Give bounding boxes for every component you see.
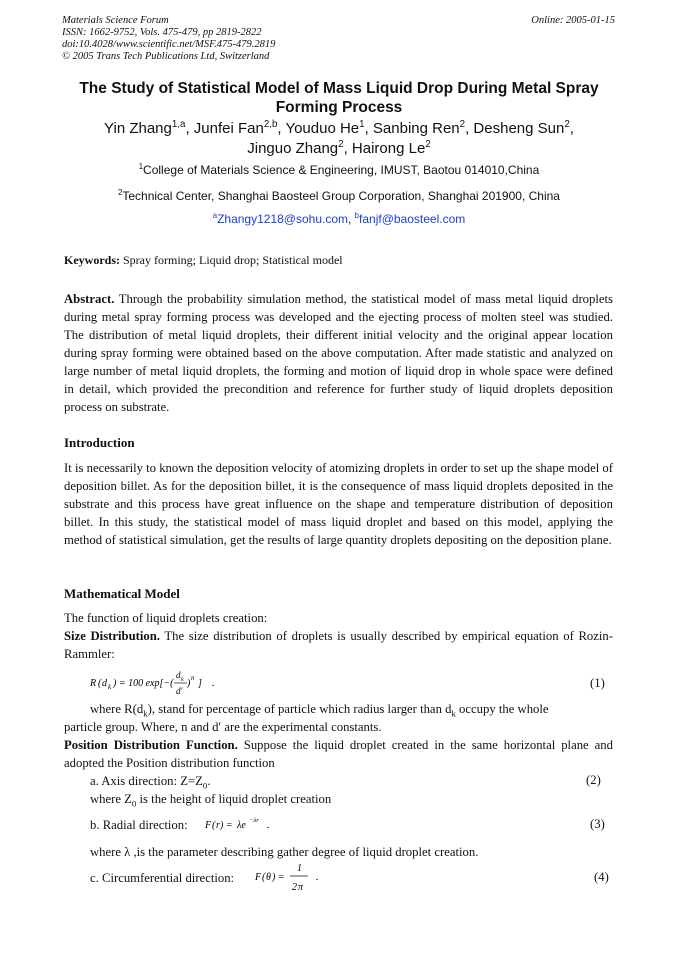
- svg-text:1: 1: [297, 863, 302, 874]
- affiliation-2: [50, 189, 628, 204]
- affiliation-sup: 2: [118, 188, 123, 197]
- svg-text:d: d: [176, 670, 181, 680]
- abstract-text: Through the probability simulation method, the statistical model of mass metal liquid droplets during metal spray forming process was developed and the ejecting process of molten steel was studied. The distribution of metal liquid droplets, their different initial velocity and the original appear location during spray forming were obtained based on the above computation. After made statistic and analyzed on large number of metal liquid droplets, the forming and motion of liquid drop in whole space were defined in detail, which provided the precondition and reference for further study of liquid droplets deposition process on substrate.: [64, 292, 613, 414]
- where-1-a: where R(d: [90, 702, 144, 716]
- author-sup: 2: [425, 139, 431, 150]
- affiliation-1: [50, 163, 628, 178]
- author-name: , Hairong Le: [343, 140, 426, 157]
- journal-name: Materials Science Forum: [62, 15, 169, 26]
- equation-1-number: (1): [590, 676, 605, 690]
- svg-text:(: (: [262, 872, 266, 883]
- position-label: Position Distribution Function.: [64, 738, 238, 752]
- svg-text:F: F: [255, 872, 262, 883]
- svg-text:k: k: [108, 683, 112, 691]
- author-sup: 2: [459, 119, 466, 130]
- abstract: [64, 290, 613, 416]
- where-1-b: ), stand for percentage of particle which radius larger than d: [147, 702, 452, 716]
- equation-3: [205, 813, 285, 833]
- where-1: [90, 700, 549, 718]
- svg-text:.: .: [316, 871, 319, 883]
- where-3: where λ ,is the parameter describing gather degree of liquid droplet creation.: [90, 845, 479, 859]
- svg-text:]: ]: [198, 678, 202, 689]
- equation-3-number: (3): [590, 817, 605, 831]
- svg-text:) =: ) =: [272, 872, 285, 883]
- axis-direction: [90, 772, 210, 790]
- keywords-text: Spray forming; Liquid drop; Statistical model: [120, 253, 343, 267]
- svg-text:π: π: [298, 882, 304, 893]
- author-sup: 2: [338, 139, 344, 150]
- email-link-a[interactable]: Zhangy1218@sohu.com: [217, 212, 348, 226]
- author-name: , Youduo He: [277, 120, 360, 137]
- online-date: Online: 2005-01-15: [531, 15, 615, 26]
- author-name: Jinguo Zhang: [247, 140, 339, 157]
- where-2-b: is the height of liquid droplet creation: [136, 792, 332, 806]
- issn-line: ISSN: 1662-9752, Vols. 475-479, pp 2819-2822: [62, 27, 262, 38]
- affiliation-text: College of Materials Science & Engineering, IMUST, Baotou 014010,China: [143, 163, 540, 177]
- where-1-sub: k: [451, 708, 456, 719]
- author-name: , Desheng Sun: [465, 120, 565, 137]
- position-distribution: [64, 736, 613, 772]
- author-name: , Sanbing Ren: [364, 120, 460, 137]
- svg-text:F: F: [205, 820, 212, 831]
- radial-direction: b. Radial direction:: [90, 818, 188, 832]
- title-line-2: Forming Process: [275, 99, 403, 116]
- title-line-1: The Study of Statistical Model of Mass Liquid Drop During Metal Spray: [79, 80, 599, 97]
- where-1-sub: k: [143, 708, 148, 719]
- svg-text:λe: λe: [237, 820, 246, 831]
- introduction-heading: Introduction: [64, 435, 135, 450]
- email-sup: b: [354, 211, 360, 220]
- svg-text:r: r: [216, 820, 220, 831]
- affiliation-text: Technical Center, Shanghai Baosteel Group Corporation, Shanghai 201900, China: [122, 189, 560, 203]
- where-1-line-2: particle group. Where, n and d′ are the experimental constants.: [64, 720, 382, 734]
- author-list: Yin Zhang$^{1,a}$, Junfei Fan$^{2,b}$, Youduo He$^1$, Sanbing Ren$^2$, Desheng Sun$^2$, Jinguo Zhang$^2$, Hairong Le$^2$: [104, 119, 574, 157]
- math-intro: The function of liquid droplets creation:: [64, 611, 268, 625]
- author-name: , Junfei Fan: [185, 120, 264, 137]
- axis-a: a. Axis direction: Z=Z: [90, 774, 203, 788]
- author-sup: 1: [359, 119, 365, 130]
- email-link-b[interactable]: fanjf@baosteel.com: [359, 212, 466, 226]
- svg-text:) =: ) =: [220, 820, 233, 831]
- svg-text:.: .: [212, 677, 215, 689]
- author-sup: 2: [564, 119, 570, 130]
- doi-line: doi:10.4028/www.scientific.net/MSF.475-479.2819: [62, 39, 276, 50]
- axis-sub: 0: [202, 780, 208, 791]
- svg-text:) = 100 exp[−(: ) = 100 exp[−(: [113, 678, 174, 689]
- svg-text:.: .: [267, 819, 270, 831]
- equation-4: [255, 860, 335, 894]
- email-line: [50, 212, 628, 227]
- keywords-label: Keywords:: [64, 253, 120, 267]
- where-2-a: where Z: [90, 792, 132, 806]
- size-label: Size Distribution.: [64, 629, 160, 643]
- journal-header: [62, 15, 615, 63]
- copyright-line: © 2005 Trans Tech Publications Ltd, Switzerland: [62, 51, 270, 62]
- svg-text:(: (: [98, 678, 102, 689]
- svg-text:d: d: [102, 678, 107, 689]
- where-1-c: occupy the whole: [455, 702, 549, 716]
- equation-1: [90, 669, 230, 697]
- axis-b: .: [207, 774, 211, 788]
- svg-text:R: R: [90, 678, 97, 689]
- svg-text:k: k: [181, 677, 184, 683]
- email-separator: ,: [348, 212, 355, 226]
- where-2: [90, 790, 331, 808]
- svg-text:(: (: [212, 820, 216, 831]
- email-sup: a: [212, 211, 218, 220]
- author-sup: 2,b: [263, 119, 278, 130]
- where-2-sub: 0: [131, 798, 137, 809]
- svg-text:n: n: [191, 674, 195, 682]
- introduction-text: It is necessarily to known the deposition velocity of atomizing droplets in order to set up the shape model of deposition billet. As for the deposition billet, it is the consequence of mass liquid droplets deposited in the substrate and this process have great influence on the shape and temperature distribution of deposition billet. In this study, the statistical model of mass liquid droplet and based on this model, applying the method of statistical simulation, get the results of large quantity droplets depositing on the deposition plane.: [64, 461, 613, 547]
- equation-2-number: (2): [586, 773, 601, 787]
- size-distribution: [64, 627, 613, 663]
- svg-text:θ: θ: [266, 872, 271, 883]
- keywords: [64, 253, 343, 268]
- equation-4-number: (4): [594, 870, 609, 884]
- svg-text:−λr: −λr: [249, 817, 259, 824]
- author-name: Yin Zhang: [104, 120, 172, 137]
- svg-text:d′: d′: [176, 686, 183, 696]
- svg-text:2: 2: [292, 882, 297, 893]
- position-text: Suppose the liquid droplet created in the same horizontal plane and adopted the Position distribution function: [64, 738, 613, 770]
- affiliation-sup: 1: [138, 162, 144, 171]
- svg-text:): ): [187, 678, 191, 689]
- circumferential-direction: c. Circumferential direction:: [90, 871, 235, 885]
- author-sup: 1,a: [171, 119, 186, 130]
- size-text: The size distribution of droplets is usually described by empirical equation of Rozin-Rammler:: [64, 629, 613, 661]
- math-heading: Mathematical Model: [64, 586, 180, 601]
- paper-title: [50, 79, 628, 117]
- abstract-label: Abstract.: [64, 292, 115, 306]
